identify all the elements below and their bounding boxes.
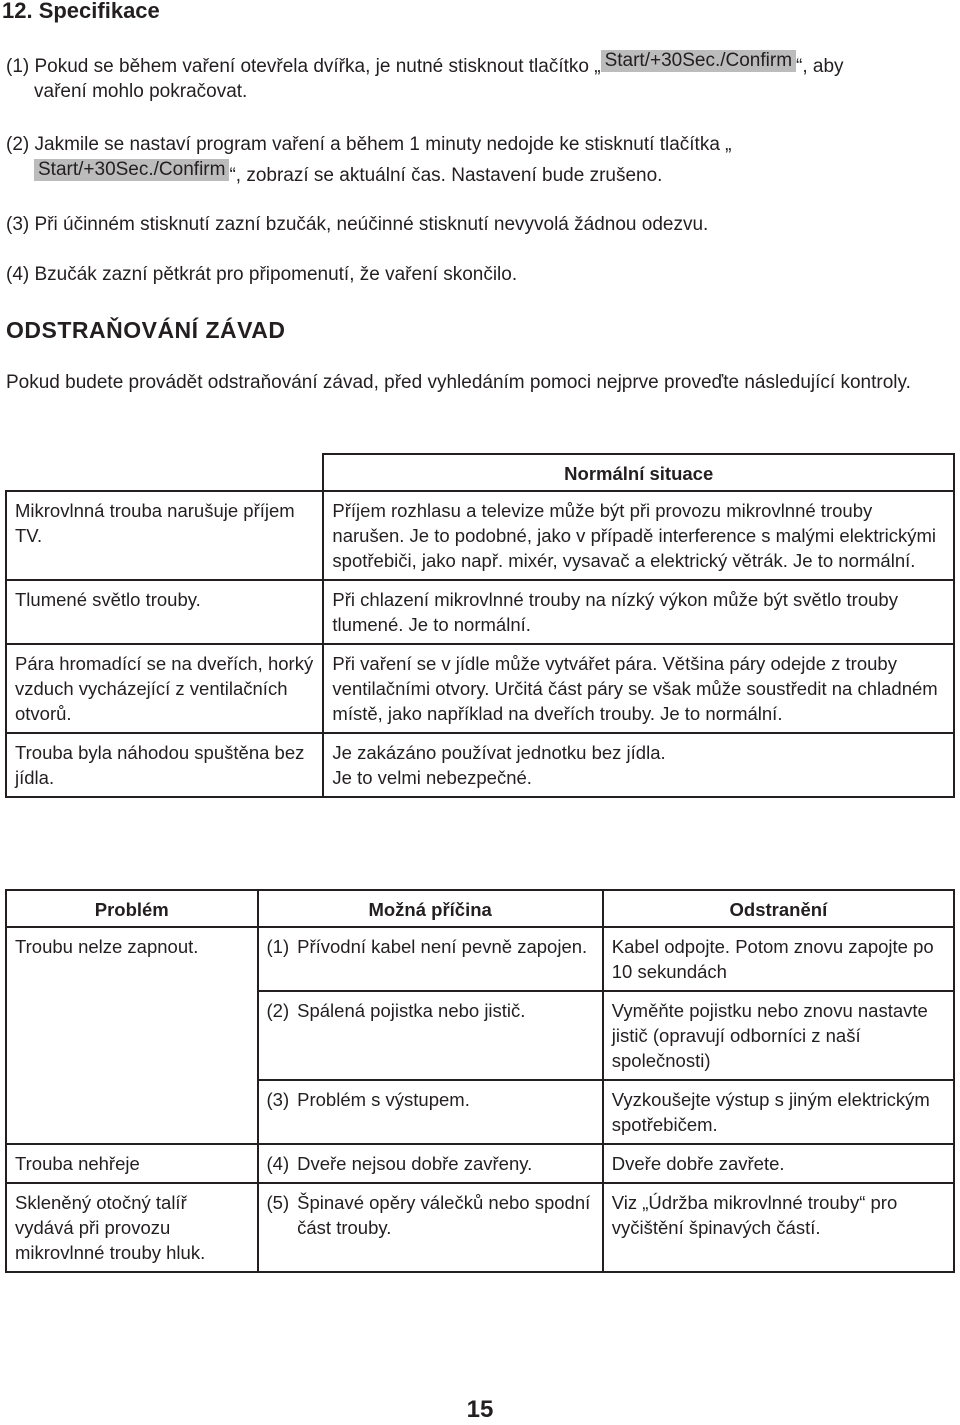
section-title: 12. Specifikace <box>2 0 160 23</box>
spec-item-1-line2: vaření mohlo pokračovat. <box>34 81 248 102</box>
fix-cell: Kabel odpojte. Potom znovu zapojte po 10 sekundách <box>611 936 934 982</box>
cause-number: (1) <box>266 936 290 957</box>
page-number: 15 <box>466 1396 494 1423</box>
header-cause: Možná příčina <box>258 890 603 927</box>
cause-number: (2) <box>266 1000 290 1021</box>
cause-cell <box>259 1081 602 1118</box>
spec-item-3: (3) Při účinném stisknutí zazní bzučák, neúčinné stisknutí nevyvolá žádnou odezvu. <box>6 214 709 235</box>
cause-cell <box>259 992 602 1029</box>
header-problem: Problém <box>6 890 258 927</box>
explanation-cell <box>324 734 953 796</box>
normal-situations-header: Normální situace <box>323 454 954 491</box>
table-row <box>6 1144 954 1183</box>
cause-cell <box>259 1145 602 1182</box>
cause-cell <box>259 928 602 965</box>
cause-number: (4) <box>266 1153 290 1174</box>
spec-item-2-text: (2) Jakmile se nastaví program vaření a během 1 minuty nedojde ke stisknutí tlačítka „ <box>6 134 732 155</box>
table-row <box>6 491 954 580</box>
problem-cell: Troubu nelze zapnout. <box>15 936 199 957</box>
situation-cell: Tlumené světlo trouby. <box>15 589 201 610</box>
start-confirm-button-label: Start/+30Sec./Confirm <box>601 50 796 72</box>
troubleshooting-title: ODSTRAŇOVÁNÍ ZÁVAD <box>6 317 286 343</box>
problem-cell: Skleněný otočný talíř vydává při provozu mikrovlnné trouby hluk. <box>15 1192 206 1263</box>
table-row <box>6 1183 954 1272</box>
explanation-cell: Při chlazení mikrovlnné trouby na nízký výkon může být světlo trouby tlumené. Je to normální. <box>332 589 898 635</box>
situation-cell: Pára hromadící se na dveřích, horký vzduch vycházející z ventilačních otvorů. <box>15 653 314 724</box>
explanation-line: Je to velmi nebezpečné. <box>332 767 532 788</box>
situation-cell: Mikrovlnná trouba narušuje příjem TV. <box>15 500 295 546</box>
spec-item-1-text: (1) Pokud se během vaření otevřela dvířka, je nutné stisknout tlačítko „ <box>6 56 601 77</box>
table-row <box>6 644 954 733</box>
cause-cell <box>259 1184 602 1246</box>
table-row <box>6 733 954 797</box>
spec-item-1 <box>6 50 951 104</box>
cause-text: Špinavé opěry válečků nebo spodní část trouby. <box>297 1192 591 1238</box>
explanation-cell: Při vaření se v jídle může vytvářet pára. Většina páry odejde z trouby ventilačními otvory. Určitá část páry se však může soustředit na chladném místě, jako například na dveřích trouby. Je to normální. <box>332 653 938 724</box>
normal-situations-table <box>5 453 955 798</box>
spec-item-1-tail: “, aby <box>796 56 844 77</box>
situation-cell: Trouba byla náhodou spuštěna bez jídla. <box>15 742 305 788</box>
start-confirm-button-label: Start/+30Sec./Confirm <box>34 159 229 181</box>
problem-cell: Trouba nehřeje <box>15 1153 140 1174</box>
problem-table <box>5 889 955 1273</box>
spec-item-2 <box>6 132 951 188</box>
table-row <box>6 927 954 991</box>
explanation-line: Je zakázáno používat jednotku bez jídla. <box>332 742 666 763</box>
spec-item-4: (4) Bzučák zazní pětkrát pro připomenutí, že vaření skončilo. <box>6 264 518 285</box>
cause-text: Problém s výstupem. <box>297 1089 470 1110</box>
cause-number: (3) <box>266 1089 290 1110</box>
fix-cell: Vyzkoušejte výstup s jiným elektrickým spotřebičem. <box>611 1089 930 1135</box>
troubleshooting-intro: Pokud budete provádět odstraňování závad, před vyhledáním pomoci nejprve proveďte následující kontroly. <box>6 372 911 393</box>
fix-cell: Dveře dobře zavřete. <box>611 1153 785 1174</box>
spec-item-2-tail: “, zobrazí se aktuální čas. Nastavení bude zrušeno. <box>229 165 663 186</box>
fix-cell: Viz „Údržba mikrovlnné trouby“ pro vyčištění špinavých částí. <box>611 1192 898 1238</box>
cause-text: Dveře nejsou dobře zavřeny. <box>297 1153 533 1174</box>
header-fix: Odstranění <box>603 890 954 927</box>
fix-cell: Vyměňte pojistku nebo znovu nastavte jistič (opravují odborníci z naší společnosti) <box>611 1000 928 1071</box>
cause-text: Spálená pojistka nebo jistič. <box>297 1000 526 1021</box>
cause-number: (5) <box>266 1192 290 1213</box>
cause-text: Přívodní kabel není pevně zapojen. <box>297 936 588 957</box>
explanation-cell: Příjem rozhlasu a televize může být při provozu mikrovlnné trouby narušen. Je to podobné, jako v případě interference s malými elektrickými spotřebiči, jako např. mixér, vysavač a elektrický větrák. Je to normální. <box>332 500 937 571</box>
table-row <box>6 580 954 644</box>
